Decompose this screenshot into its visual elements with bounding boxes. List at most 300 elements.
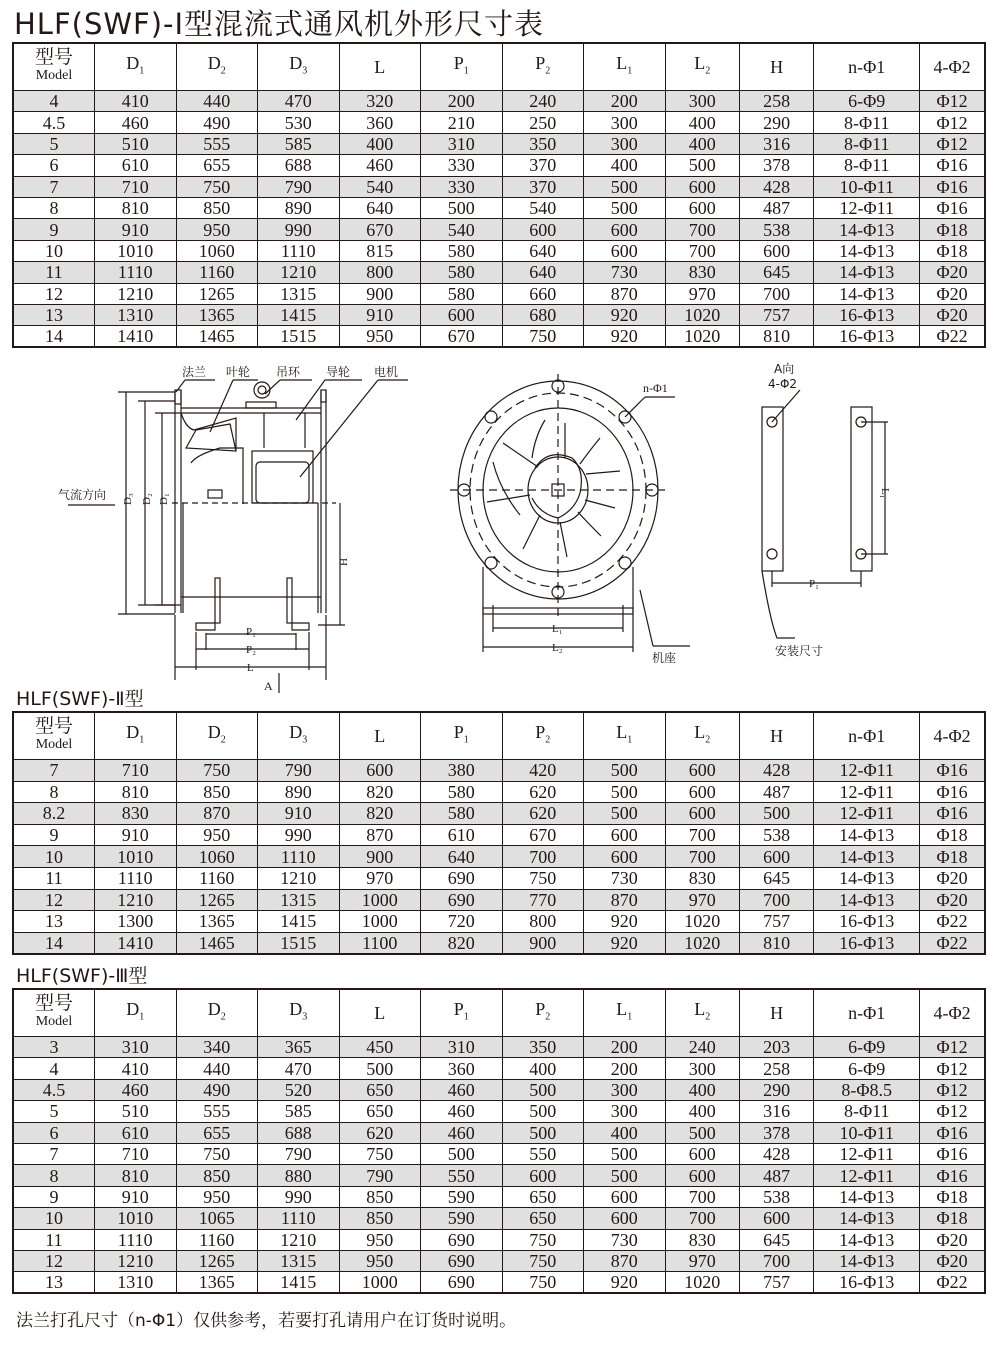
dimension-table-type-2 — [12, 711, 986, 955]
cell-model: 6 — [13, 1122, 95, 1143]
cell-l1: 500 — [584, 803, 666, 825]
cell-p1: 590 — [421, 1208, 503, 1229]
cell-p2: 750 — [502, 1250, 584, 1271]
cell-h: 316 — [739, 133, 813, 154]
cell-l2: 700 — [665, 824, 739, 846]
label-n-phi1: n-Φ1 — [643, 381, 668, 395]
cell-d2: 440 — [176, 1058, 258, 1079]
cell-d3: 1315 — [258, 1250, 340, 1271]
header-p1 — [421, 712, 503, 760]
cell-4-phi2: Φ16 — [920, 197, 985, 218]
cell-d3: 890 — [258, 781, 340, 803]
cell-model: 5 — [13, 1101, 95, 1122]
cell-d2: 555 — [176, 133, 258, 154]
header-subscript: 1 — [627, 65, 633, 77]
header-label: D — [126, 721, 140, 742]
label-side-l1: L₁ — [879, 488, 891, 499]
cell-l2: 830 — [665, 1229, 739, 1250]
cell-l2: 600 — [665, 781, 739, 803]
cell-l: 360 — [339, 112, 421, 133]
cell-h: 757 — [739, 911, 813, 933]
cell-h: 600 — [739, 846, 813, 868]
table-row — [13, 911, 985, 933]
header-model-en: Model — [35, 68, 73, 83]
header-subscript: 2 — [220, 65, 226, 77]
label-side-p1: P₁ — [809, 578, 819, 590]
cell-p1: 380 — [421, 760, 503, 782]
cell-p2: 770 — [502, 889, 584, 911]
cell-p2: 670 — [502, 824, 584, 846]
cell-d1: 1410 — [95, 326, 177, 347]
cell-p1: 200 — [421, 91, 503, 112]
cell-n-phi1: 6-Φ9 — [814, 1058, 920, 1079]
header-l1 — [584, 989, 666, 1037]
cell-model: 14 — [13, 932, 95, 954]
cell-l1: 920 — [584, 326, 666, 347]
cell-n-phi1: 12-Φ11 — [814, 781, 920, 803]
cell-n-phi1: 14-Φ13 — [814, 867, 920, 889]
cell-d3: 990 — [258, 824, 340, 846]
cell-p1: 460 — [421, 1101, 503, 1122]
cell-n-phi1: 16-Φ13 — [814, 304, 920, 325]
cell-d3: 790 — [258, 760, 340, 782]
header-l2 — [665, 43, 739, 91]
cell-d3: 1515 — [258, 932, 340, 954]
label-airflow-direction: 气流方向 — [58, 488, 107, 502]
cell-l1: 600 — [584, 219, 666, 240]
label-lifting-ring: 吊环 — [276, 365, 301, 379]
cell-d2: 750 — [176, 760, 258, 782]
header-label: H — [770, 726, 784, 746]
cell-n-phi1: 14-Φ13 — [814, 219, 920, 240]
table-row — [13, 219, 985, 240]
cell-model: 13 — [13, 304, 95, 325]
label-a-arrow: A — [264, 679, 273, 693]
cell-d3: 470 — [258, 1058, 340, 1079]
cell-d1: 1110 — [95, 1229, 177, 1250]
cell-l1: 500 — [584, 176, 666, 197]
cell-d2: 490 — [176, 112, 258, 133]
cell-l: 950 — [339, 1229, 421, 1250]
cell-n-phi1: 14-Φ13 — [814, 240, 920, 261]
table-row — [13, 1037, 985, 1058]
cell-l: 970 — [339, 867, 421, 889]
label-d3: D₃ — [122, 493, 134, 505]
cell-p1: 820 — [421, 932, 503, 954]
cell-p2: 650 — [502, 1208, 584, 1229]
cell-p2: 540 — [502, 197, 584, 218]
cell-l1: 300 — [584, 1101, 666, 1122]
header-label: D — [289, 721, 303, 742]
cell-p2: 750 — [502, 1272, 584, 1293]
cell-4-phi2: Φ16 — [920, 1122, 985, 1143]
cell-l2: 1020 — [665, 326, 739, 347]
cell-n-phi1: 8-Φ11 — [814, 133, 920, 154]
cell-l1: 870 — [584, 1250, 666, 1271]
cell-d1: 810 — [95, 197, 177, 218]
cell-l1: 600 — [584, 1208, 666, 1229]
cell-l: 900 — [339, 283, 421, 304]
table-row — [13, 304, 985, 325]
cell-n-phi1: 14-Φ13 — [814, 1186, 920, 1207]
cell-p1: 690 — [421, 867, 503, 889]
cell-4-phi2: Φ12 — [920, 112, 985, 133]
cell-l1: 730 — [584, 1229, 666, 1250]
cell-l1: 500 — [584, 1165, 666, 1186]
table-row — [13, 1186, 985, 1207]
cell-n-phi1: 8-Φ11 — [814, 112, 920, 133]
cell-4-phi2: Φ22 — [920, 1272, 985, 1293]
table-row — [13, 240, 985, 261]
cell-d1: 610 — [95, 1122, 177, 1143]
header-label: 4-Φ2 — [933, 726, 971, 746]
cell-d1: 610 — [95, 155, 177, 176]
cell-d1: 1310 — [95, 304, 177, 325]
cell-d1: 710 — [95, 760, 177, 782]
cell-d3: 1110 — [258, 846, 340, 868]
cell-d3: 790 — [258, 1143, 340, 1164]
cell-d3: 1315 — [258, 889, 340, 911]
cell-l2: 500 — [665, 1122, 739, 1143]
table-row — [13, 1272, 985, 1293]
cell-h: 428 — [739, 176, 813, 197]
cell-l2: 300 — [665, 1058, 739, 1079]
header-label: L — [374, 1003, 386, 1023]
cell-model: 9 — [13, 219, 95, 240]
side-dimensions — [68, 380, 408, 693]
cell-p1: 640 — [421, 846, 503, 868]
cell-h: 487 — [739, 197, 813, 218]
header-n-phi1 — [814, 989, 920, 1037]
cell-4-phi2: Φ12 — [920, 91, 985, 112]
cell-d3: 1415 — [258, 1272, 340, 1293]
cell-n-phi1: 10-Φ11 — [814, 1122, 920, 1143]
cell-p1: 590 — [421, 1186, 503, 1207]
cell-h: 700 — [739, 283, 813, 304]
cell-d2: 850 — [176, 197, 258, 218]
cell-d2: 1060 — [176, 240, 258, 261]
header-l — [339, 43, 421, 91]
label-guide-vane: 导轮 — [326, 365, 351, 379]
cell-l1: 600 — [584, 846, 666, 868]
cell-4-phi2: Φ20 — [920, 1250, 985, 1271]
label-p1: P₁ — [246, 626, 256, 638]
header-label: L — [616, 52, 628, 73]
cell-4-phi2: Φ20 — [920, 283, 985, 304]
cell-d1: 510 — [95, 133, 177, 154]
cell-4-phi2: Φ12 — [920, 1037, 985, 1058]
cell-d3: 688 — [258, 155, 340, 176]
header-label: D — [126, 998, 140, 1019]
header-subscript: 2 — [545, 734, 551, 746]
table-row — [13, 1079, 985, 1100]
header-label: n-Φ1 — [848, 57, 886, 77]
cell-d2: 1265 — [176, 889, 258, 911]
header-label: 4-Φ2 — [933, 1003, 971, 1023]
cell-model: 7 — [13, 760, 95, 782]
cell-d2: 1060 — [176, 846, 258, 868]
cell-d3: 990 — [258, 1186, 340, 1207]
cell-n-phi1: 16-Φ13 — [814, 1272, 920, 1293]
cell-l2: 240 — [665, 1037, 739, 1058]
cell-d2: 1465 — [176, 326, 258, 347]
cell-n-phi1: 12-Φ11 — [814, 1143, 920, 1164]
cell-4-phi2: Φ18 — [920, 240, 985, 261]
cell-n-phi1: 10-Φ11 — [814, 176, 920, 197]
cell-p1: 690 — [421, 1272, 503, 1293]
cell-p1: 460 — [421, 1079, 503, 1100]
cell-l1: 200 — [584, 91, 666, 112]
cell-model: 12 — [13, 283, 95, 304]
header-label: L — [694, 998, 706, 1019]
cell-n-phi1: 14-Φ13 — [814, 1250, 920, 1271]
cell-l2: 830 — [665, 867, 739, 889]
cell-p2: 350 — [502, 1037, 584, 1058]
cell-d2: 1465 — [176, 932, 258, 954]
cell-l1: 500 — [584, 760, 666, 782]
cell-p2: 250 — [502, 112, 584, 133]
header-l2 — [665, 989, 739, 1037]
cell-4-phi2: Φ20 — [920, 1229, 985, 1250]
section-title-type-3: HLF(SWF)-Ⅲ型 — [16, 965, 148, 987]
cell-d3: 1210 — [258, 867, 340, 889]
cell-d2: 1160 — [176, 867, 258, 889]
cell-d1: 910 — [95, 219, 177, 240]
cell-l2: 1020 — [665, 932, 739, 954]
header-d1 — [95, 43, 177, 91]
cell-n-phi1: 12-Φ11 — [814, 803, 920, 825]
header-d2 — [176, 712, 258, 760]
header-d2 — [176, 43, 258, 91]
cell-h: 500 — [739, 803, 813, 825]
cell-d1: 310 — [95, 1037, 177, 1058]
cell-4-phi2: Φ16 — [920, 1143, 985, 1164]
cell-model: 12 — [13, 1250, 95, 1271]
cell-l2: 700 — [665, 240, 739, 261]
cell-l: 800 — [339, 262, 421, 283]
cell-d2: 490 — [176, 1079, 258, 1100]
cell-h: 757 — [739, 304, 813, 325]
cell-p2: 900 — [502, 932, 584, 954]
cell-n-phi1: 14-Φ13 — [814, 1208, 920, 1229]
table-row — [13, 1250, 985, 1271]
install-view — [762, 390, 888, 638]
label-d1: D₁ — [158, 493, 170, 505]
cell-l1: 730 — [584, 867, 666, 889]
cell-l1: 500 — [584, 781, 666, 803]
header-l2 — [665, 712, 739, 760]
cell-d1: 1410 — [95, 932, 177, 954]
cell-d3: 1210 — [258, 262, 340, 283]
header-label: L — [616, 721, 628, 742]
cell-d3: 790 — [258, 176, 340, 197]
table-row — [13, 283, 985, 304]
cell-l2: 970 — [665, 283, 739, 304]
cell-model: 10 — [13, 240, 95, 261]
cell-p2: 640 — [502, 240, 584, 261]
cell-p1: 580 — [421, 262, 503, 283]
cell-l1: 500 — [584, 1143, 666, 1164]
header-label: D — [289, 998, 303, 1019]
cell-l: 640 — [339, 197, 421, 218]
cell-p2: 400 — [502, 1058, 584, 1079]
cell-d3: 1110 — [258, 240, 340, 261]
cell-n-phi1: 12-Φ11 — [814, 1165, 920, 1186]
cell-model: 11 — [13, 867, 95, 889]
cell-p2: 680 — [502, 304, 584, 325]
table-row — [13, 803, 985, 825]
header-subscript: 2 — [705, 1011, 711, 1023]
cell-model: 3 — [13, 1037, 95, 1058]
cell-l2: 700 — [665, 1208, 739, 1229]
header-l — [339, 712, 421, 760]
cell-d3: 1110 — [258, 1208, 340, 1229]
cell-d1: 1210 — [95, 1250, 177, 1271]
cell-l: 540 — [339, 176, 421, 197]
table-row — [13, 760, 985, 782]
cell-d1: 910 — [95, 824, 177, 846]
table-row — [13, 112, 985, 133]
cell-n-phi1: 14-Φ13 — [814, 1229, 920, 1250]
cell-l: 950 — [339, 1250, 421, 1271]
cell-p1: 210 — [421, 112, 503, 133]
cell-p2: 370 — [502, 155, 584, 176]
cell-d2: 1365 — [176, 911, 258, 933]
cell-model: 10 — [13, 1208, 95, 1229]
cell-l1: 920 — [584, 911, 666, 933]
cell-l1: 920 — [584, 932, 666, 954]
cell-h: 290 — [739, 1079, 813, 1100]
cell-l1: 300 — [584, 133, 666, 154]
cell-p2: 600 — [502, 219, 584, 240]
cell-4-phi2: Φ16 — [920, 176, 985, 197]
fan-outline-diagram — [0, 350, 1000, 695]
cell-d3: 688 — [258, 1122, 340, 1143]
cell-l: 870 — [339, 824, 421, 846]
header-label: P — [453, 52, 464, 73]
cell-l1: 600 — [584, 824, 666, 846]
page-title: HLF(SWF)-Ⅰ型混流式通风机外形尺寸表 — [14, 7, 545, 41]
cell-d1: 510 — [95, 1101, 177, 1122]
header-n-phi1 — [814, 712, 920, 760]
side-view — [172, 382, 336, 630]
cell-l: 600 — [339, 760, 421, 782]
cell-d3: 585 — [258, 133, 340, 154]
cell-d2: 440 — [176, 91, 258, 112]
header-p2 — [502, 712, 584, 760]
cell-model: 7 — [13, 176, 95, 197]
cell-model: 11 — [13, 1229, 95, 1250]
header-label: D — [289, 52, 303, 73]
cell-n-phi1: 14-Φ13 — [814, 283, 920, 304]
cell-l: 500 — [339, 1058, 421, 1079]
cell-h: 538 — [739, 219, 813, 240]
cell-d2: 870 — [176, 803, 258, 825]
header-n-phi1 — [814, 43, 920, 91]
cell-4-phi2: Φ18 — [920, 1208, 985, 1229]
cell-d2: 555 — [176, 1101, 258, 1122]
label-l1: L₁ — [552, 623, 563, 635]
label-a-view: A向 — [774, 362, 795, 376]
cell-d3: 530 — [258, 112, 340, 133]
cell-l: 900 — [339, 846, 421, 868]
cell-p2: 620 — [502, 803, 584, 825]
cell-l: 620 — [339, 1122, 421, 1143]
cell-model: 5 — [13, 133, 95, 154]
cell-model: 13 — [13, 911, 95, 933]
cell-n-phi1: 16-Φ13 — [814, 326, 920, 347]
cell-p1: 330 — [421, 176, 503, 197]
cell-l: 450 — [339, 1037, 421, 1058]
cell-l2: 970 — [665, 889, 739, 911]
table-row — [13, 1208, 985, 1229]
cell-l2: 500 — [665, 155, 739, 176]
header-label: P — [535, 721, 546, 742]
table-row — [13, 1165, 985, 1186]
cell-4-phi2: Φ16 — [920, 803, 985, 825]
header-subscript: 2 — [220, 1011, 226, 1023]
cell-model: 12 — [13, 889, 95, 911]
cell-n-phi1: 8-Φ8.5 — [814, 1079, 920, 1100]
cell-d2: 1265 — [176, 1250, 258, 1271]
header-d3 — [258, 989, 340, 1037]
cell-h: 290 — [739, 112, 813, 133]
cell-d2: 950 — [176, 1186, 258, 1207]
header-subscript: 3 — [302, 734, 308, 746]
header-model-cn: 型号 — [34, 716, 73, 737]
table-row — [13, 824, 985, 846]
cell-h: 538 — [739, 1186, 813, 1207]
cell-l: 320 — [339, 91, 421, 112]
cell-model: 7 — [13, 1143, 95, 1164]
header-model-en: Model — [35, 737, 73, 752]
cell-l: 1000 — [339, 1272, 421, 1293]
cell-l1: 400 — [584, 1122, 666, 1143]
label-motor: 电机 — [374, 365, 399, 379]
header-l1 — [584, 712, 666, 760]
header-d2 — [176, 989, 258, 1037]
cell-p1: 500 — [421, 197, 503, 218]
header-l1 — [584, 43, 666, 91]
header-p1 — [421, 43, 503, 91]
cell-d1: 460 — [95, 112, 177, 133]
header-label: L — [694, 52, 706, 73]
cell-model: 4.5 — [13, 112, 95, 133]
table-header — [13, 43, 985, 91]
cell-l2: 700 — [665, 1186, 739, 1207]
table-row — [13, 846, 985, 868]
cell-d2: 850 — [176, 781, 258, 803]
cell-h: 757 — [739, 1272, 813, 1293]
header-p1 — [421, 989, 503, 1037]
header-label: P — [535, 52, 546, 73]
cell-d2: 1365 — [176, 304, 258, 325]
cell-p2: 700 — [502, 846, 584, 868]
cell-d3: 990 — [258, 219, 340, 240]
cell-d2: 1265 — [176, 283, 258, 304]
cell-4-phi2: Φ12 — [920, 1058, 985, 1079]
cell-model: 11 — [13, 262, 95, 283]
table-row — [13, 1143, 985, 1164]
cell-d1: 1010 — [95, 1208, 177, 1229]
cell-d3: 1210 — [258, 1229, 340, 1250]
header-label: n-Φ1 — [848, 1003, 886, 1023]
header-subscript: 2 — [705, 65, 711, 77]
cell-p2: 350 — [502, 133, 584, 154]
cell-l1: 730 — [584, 262, 666, 283]
cell-l1: 200 — [584, 1058, 666, 1079]
cell-4-phi2: Φ18 — [920, 846, 985, 868]
